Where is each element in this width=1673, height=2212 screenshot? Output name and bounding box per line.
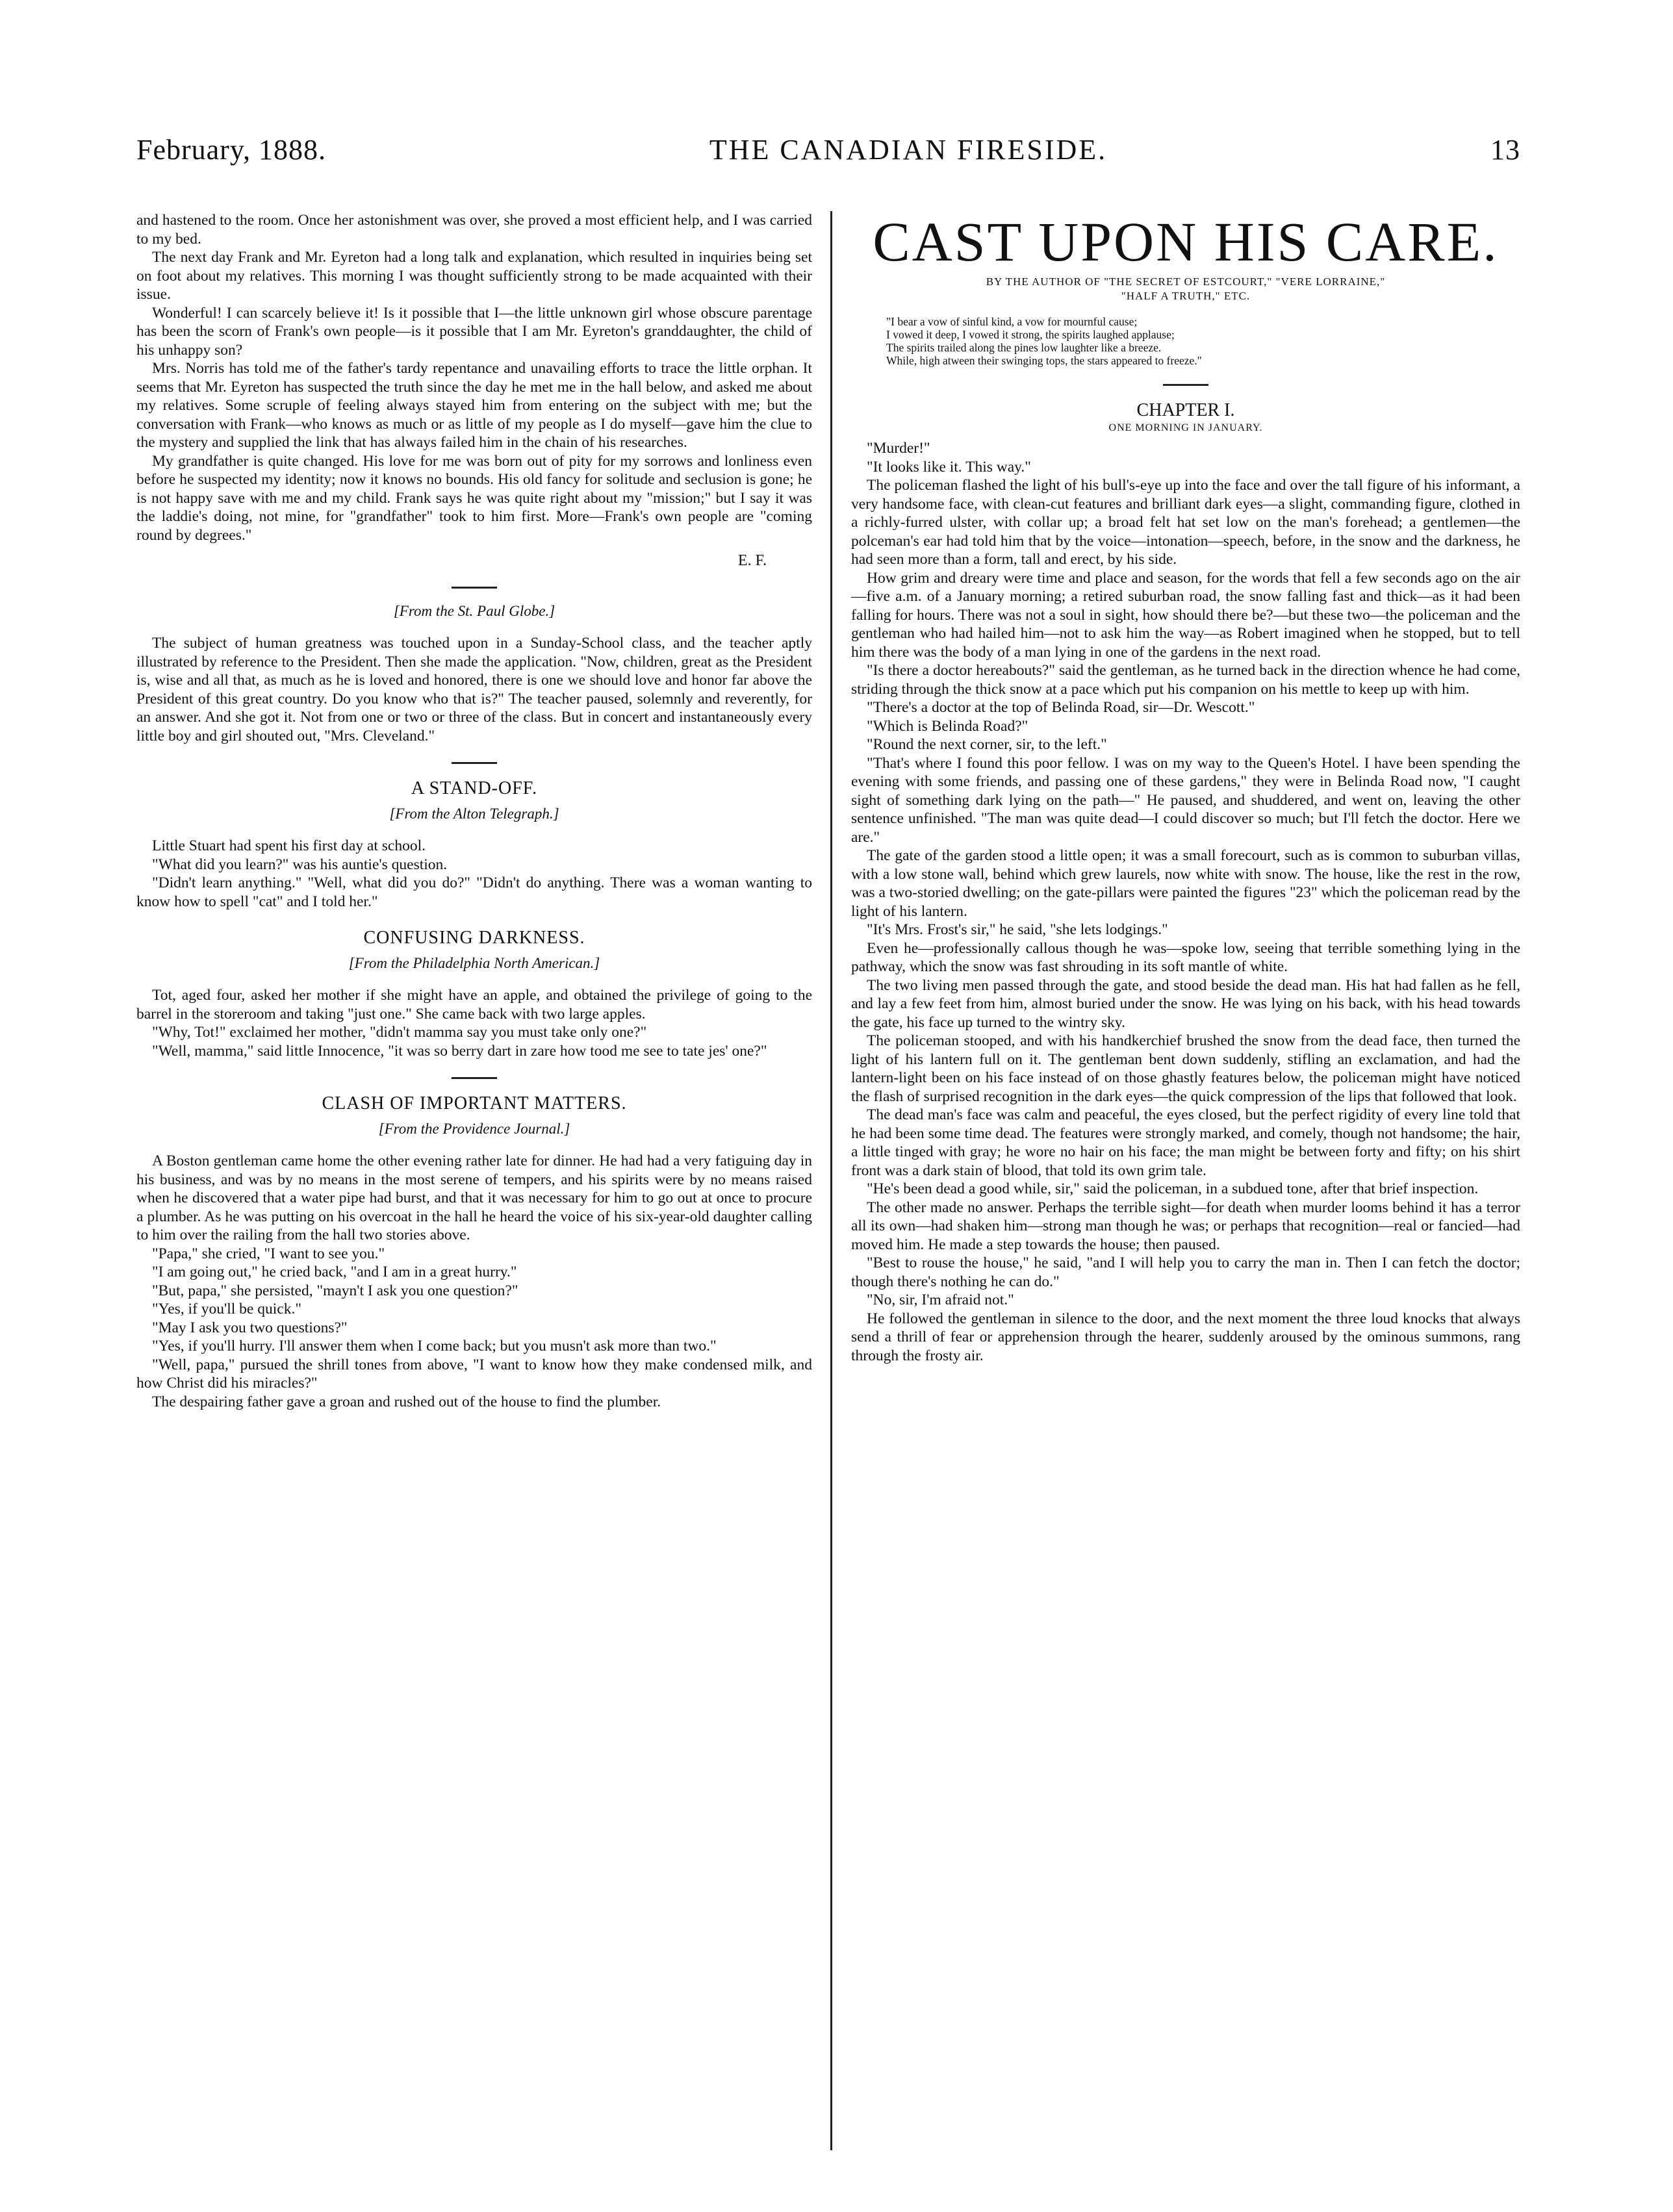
paragraph: "Well, papa," pursued the shrill tones from above, "I want to know how they make condensed milk, and how Christ did his miracles?" bbox=[136, 1356, 812, 1392]
standoff-item bbox=[136, 778, 812, 911]
item-title: A STAND-OFF. bbox=[411, 778, 538, 798]
paragraph: Tot, aged four, asked her mother if she might have an apple, and obtained the privilege of going to the barrel in the storeroom and taking "just one." She came back with two large apples. bbox=[136, 987, 812, 1023]
item-title: CLASH OF IMPORTANT MATTERS. bbox=[322, 1093, 627, 1113]
story-continuation bbox=[136, 211, 812, 570]
paragraph: "I am going out," he cried back, "and I am in a great hurry." bbox=[152, 1264, 517, 1280]
newspaper-page bbox=[136, 133, 1520, 2160]
item-source: [From the Philadelphia North American.] bbox=[348, 955, 600, 971]
right-column bbox=[851, 211, 1520, 1365]
paragraph: Little Stuart had spent his first day at school. bbox=[152, 837, 426, 854]
paragraph: The next day Frank and Mr. Eyreton had a long talk and explanation, which resulted in inquiries being set on foot about my relatives. This morning I was thought sufficiently strong to be made acquainted with their issue. bbox=[136, 249, 812, 303]
paragraph: "Yes, if you'll be quick." bbox=[152, 1301, 301, 1317]
clash-item bbox=[136, 1093, 812, 1411]
paragraph: "But, papa," she persisted, "mayn't I ask you one question?" bbox=[152, 1282, 518, 1299]
poem-line: The spirits trailed along the pines low laughter like a breeze. bbox=[886, 341, 1162, 354]
paragraph: "Which is Belinda Road?" bbox=[867, 717, 1028, 735]
paragraph: Even he—professionally callous though he was—spoke low, seeing that terrible something lying in the pathway, which the snow was fast shrouding in its soft mantle of white. bbox=[851, 939, 1520, 975]
paragraph: "Didn't learn anything." "Well, what did you do?" "Didn't do anything. There was a woman wanting to know how to spell "cat" and I told her." bbox=[136, 874, 812, 910]
paragraph: "Yes, if you'll hurry. I'll answer them when I come back; but you musn't ask more than two." bbox=[152, 1338, 717, 1354]
page-header bbox=[136, 133, 1520, 166]
paragraph: "There's a doctor at the top of Belinda Road, sir—Dr. Wescott." bbox=[867, 699, 1255, 716]
section-divider bbox=[452, 587, 497, 589]
byline bbox=[864, 275, 1507, 303]
paragraph: and hastened to the room. Once her astonishment was over, she proved a most efficient help, and I was carried to my bed. bbox=[136, 212, 812, 248]
poem-line: "I bear a vow of sinful kind, a vow for mournful cause; bbox=[886, 315, 1138, 328]
poem-line: I vowed it deep, I vowed it strong, the spirits laughed applause; bbox=[886, 328, 1175, 341]
paragraph: The policeman stooped, and with his handkerchief brushed the snow from the dead face, then turned the light of his lantern full on it. The gentleman bent down suddenly, stifling an exclamation, and had the lantern-light been on his face instead of on those ghastly features below, the policeman might have noticed the flash of surprised recognition in the dark eyes—the quick compression of the lips that followed that look. bbox=[851, 1032, 1520, 1105]
byline-line: BY THE AUTHOR OF "THE SECRET OF ESTCOURT," "VERE LORRAINE," bbox=[986, 275, 1386, 288]
masthead-title: THE CANADIAN FIRESIDE. bbox=[709, 134, 1108, 166]
paragraph: The policeman flashed the light of his bull's-eye up into the face and over the tall figure of his informant, a very handsome face, with clean-cut features and brilliant dark eyes—a slight, commanding figure, clothed in a richly-furred ulster, with collar up; a broad felt hat set low on the man's forehead; a gentlemen—the polceman's ear had told him that by the voice—intonation—speech, before, in the snow and the darkness, he had seen more than a form, tall and erect, by his side. bbox=[851, 477, 1520, 568]
section-divider bbox=[1163, 384, 1208, 386]
paragraph: "Is there a doctor hereabouts?" said the gentleman, as he turned back in the direction whence he had come, striding through the thick snow at a pace which put his companion on his mettle to keep up with him. bbox=[851, 662, 1520, 698]
paragraph: "May I ask you two questions?" bbox=[152, 1319, 348, 1336]
paragraph: "Murder!" bbox=[867, 440, 930, 457]
column-divider bbox=[830, 211, 832, 2150]
paragraph: The gate of the garden stood a little open; it was a small forecourt, such as is common to suburban villas, with a low stone wall, behind which grew laurels, now white with snow. The house, like the rest in the row, was a two-storied dwelling; on the gate-pillars were painted the figures "23" which the policeman read by the light of his lantern. bbox=[851, 847, 1520, 920]
item-source: [From the Providence Journal.] bbox=[378, 1121, 570, 1137]
item-source: [From the St. Paul Globe.] bbox=[393, 603, 556, 619]
paragraph: How grim and dreary were time and place and season, for the words that fell a few seconds ago on the air—five a.m. of a January morning; a retired suburban road, the snow falling fast and thick—as it had been falling for hours. There was not a soul in sight, how should there be?—but these two—the policeman and the gentleman who had hailed him—not to ask him the way—as Robert imagined when he stopped, but to tell him there was the body of a man lying in one of the gardens in the next road. bbox=[851, 569, 1520, 661]
item-title: CONFUSING DARKNESS. bbox=[363, 928, 585, 948]
paragraph: The subject of human greatness was touched upon in a Sunday-School class, and the teacher aptly illustrated by reference to the President. Then she made the application. "Now, children, great as the President is, wise and all that, as much as he is loved and honored, there is one we should love and honor far above the President of this great country. Do you know who that is?" The teacher paused, solemnly and reverently, for an answer. And she got it. Not from one or two or three of the class. But in concert and instantaneously every little boy and girl shouted out, "Mrs. Cleveland." bbox=[136, 635, 812, 744]
paragraph: Mrs. Norris has told me of the father's tardy repentance and unavailing efforts to trace the little orphan. It seems that Mr. Eyreton has suspected the truth since the day he met me in the hall below, and asked me about my relatives. Some scruple of feeling always stayed him from entering on the subject with me; but the conversation with Frank—who knows as much or as little of my people as I do myself—gave him the clue to the mystery and supplied the link that has always failed him in the chain of his researches. bbox=[136, 360, 812, 451]
paragraph: The dead man's face was calm and peaceful, the eyes closed, but the perfect rigidity of every line told that he had been some time dead. The features were strongly marked, and comely, though not handsome; the hair, a little tinged with gray; he wore no hair on his face; the man might be between forty and fifty; on his shirt front was a dark stain of blood, that told its own grim tale. bbox=[851, 1106, 1520, 1179]
paragraph: The despairing father gave a groan and rushed out of the house to find the plumber. bbox=[152, 1393, 661, 1410]
author-signature: E. F. bbox=[737, 552, 767, 569]
paragraph: "Why, Tot!" exclaimed her mother, "didn't mamma say you must take only one?" bbox=[152, 1024, 647, 1041]
paragraph: He followed the gentleman in silence to the door, and the next moment the three loud knocks that always send a thrill of fear or apprehension through the hearer, suddenly aroused by the ominous summons, rang through the frosty air. bbox=[851, 1310, 1520, 1364]
paragraph: "No, sir, I'm afraid not." bbox=[867, 1291, 1014, 1308]
page-number: 13 bbox=[1490, 134, 1520, 166]
section-divider bbox=[452, 1077, 497, 1079]
left-column bbox=[136, 211, 812, 1411]
paragraph: Wonderful! I can scarcely believe it! Is it possible that I—the little unknown girl whose obscure parentage has been the scorn of Frank's own people—is it possible that I am Mr. Eyreton's granddaughter, the child of his unhappy son? bbox=[136, 304, 812, 359]
paragraph: "Papa," she cried, "I want to see you." bbox=[152, 1245, 385, 1262]
paragraph: The two living men passed through the gate, and stood beside the dead man. His hat had fallen as he fell, and lay a few feet from him, almost buried under the snow. He was lying on his back, with his head towards the gate, his face up turned to the wintry sky. bbox=[851, 976, 1520, 1031]
paragraph: "That's where I found this poor fellow. I was on my way to the Queen's Hotel. I have been spending the evening with some friends, and passing one of these gardens," they were in Belinda Road now, "I caught sight of something dark lying on the path—" He paused, and shuddered, and went on, leaving the other sentence unfinished. "The man was quite dead—I could discover so much; but I'll fetch the doctor. Here we are." bbox=[851, 754, 1520, 846]
epigraph-poem bbox=[886, 315, 1520, 367]
paragraph: "It looks like it. This way." bbox=[867, 458, 1031, 476]
chapter-heading: CHAPTER I. bbox=[1136, 400, 1235, 420]
paragraph: A Boston gentleman came home the other evening rather late for dinner. He had had a very fatiguing day in his business, and was by no means in the most serene of tempers, and his spirits were by no means raised when he discovered that a water pipe had burst, and that it was necessary for him to go out at once to procure a plumber. As he was putting on his overcoat in the hall he heard the voice of his six-year-old daughter calling to him over the railing from the hall two stories above. bbox=[136, 1152, 812, 1243]
paragraph: "It's Mrs. Frost's sir," he said, "she lets lodgings." bbox=[867, 921, 1168, 938]
paragraph: The other made no answer. Perhaps the terrible sight—for death when murder looms behind it has a terror all its own—had shaken him—strong man though he was; or perhaps that recognition—real or fancied—had moved him. He made a step towards the house; then paused. bbox=[851, 1199, 1520, 1253]
item-source: [From the Alton Telegraph.] bbox=[389, 806, 559, 822]
section-divider bbox=[452, 762, 497, 764]
paragraph: "What did you learn?" was his auntie's question. bbox=[152, 856, 448, 873]
paragraph: My grandfather is quite changed. His love for me was born out of pity for my sorrows and lonliness even before he suspected my identity; now it knows no bounds. His old fancy for solitude and seclusion is gone; he is not happy save with me and my child. Frank says he was quite right about my "mission;" but I say it was the laddie's doing, not mine, for "grandfather" took to him first. More—Frank's own people are "coming round by degrees." bbox=[136, 452, 812, 544]
paragraph: "Well, mamma," said little Innocence, "it was so berry dart in zare how tood me see to tate jes' one?" bbox=[152, 1042, 767, 1060]
story-title: CAST UPON HIS CARE. bbox=[873, 210, 1499, 273]
story-body bbox=[851, 439, 1520, 1365]
chapter-subtitle: ONE MORNING IN JANUARY. bbox=[1108, 422, 1263, 433]
byline-line: "HALF A TRUTH," ETC. bbox=[1121, 290, 1251, 302]
issue-date: February, 1888. bbox=[136, 134, 326, 166]
paragraph: "Round the next corner, sir, to the left." bbox=[867, 736, 1107, 753]
paragraph: "He's been dead a good while, sir," said the policeman, in a subdued tone, after that brief inspection. bbox=[867, 1180, 1479, 1197]
globe-item bbox=[136, 603, 812, 745]
poem-line: While, high atween their swinging tops, the stars appeared to freeze." bbox=[886, 354, 1202, 367]
spacer bbox=[136, 911, 812, 925]
paragraph: "Best to rouse the house," he said, "and I will help you to carry the man in. Then I can fetch the doctor; though there's nothing he can do." bbox=[851, 1254, 1520, 1290]
confusing-item bbox=[136, 928, 812, 1060]
